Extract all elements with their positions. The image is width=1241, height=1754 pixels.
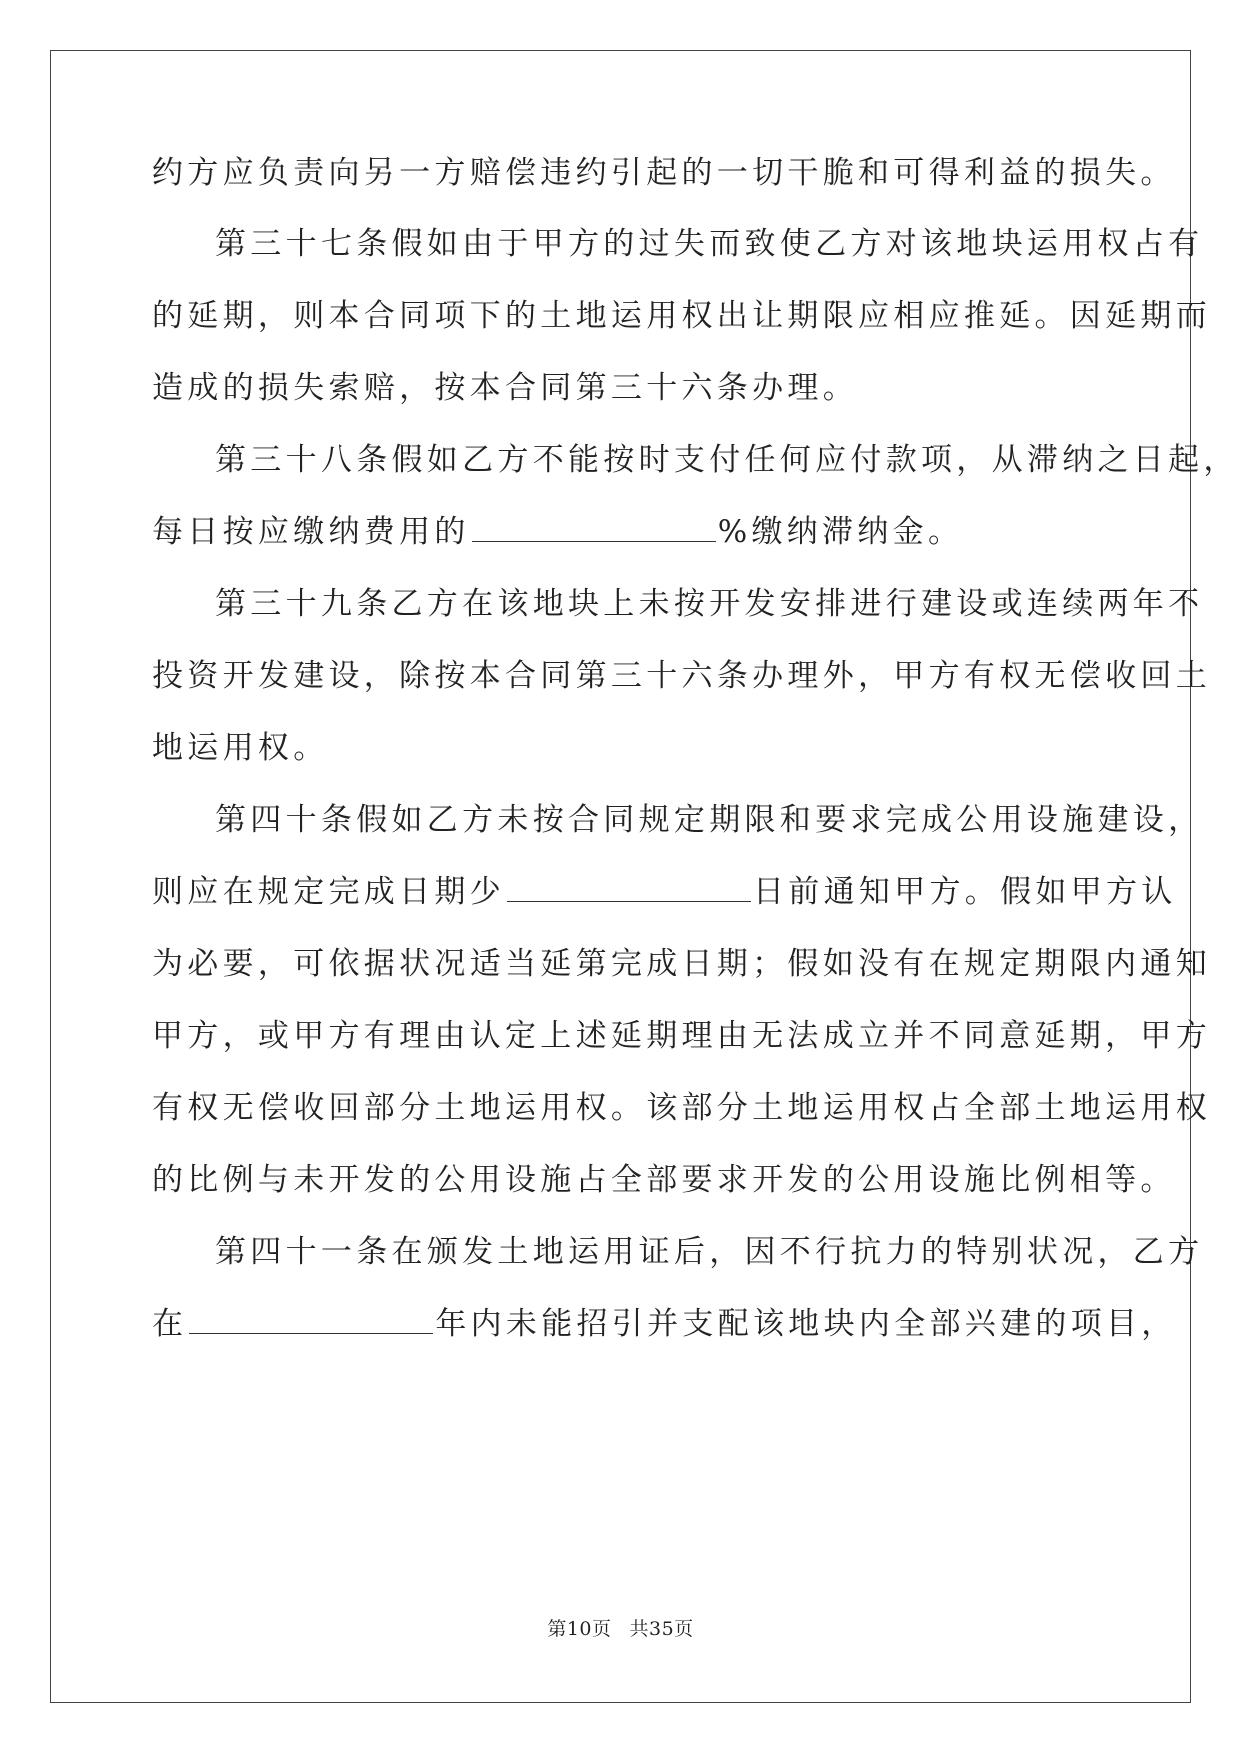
page-number-current: 第10页 (547, 1618, 612, 1640)
fill-in-blank (472, 519, 716, 542)
text-segment: 在 (152, 1306, 188, 1342)
text-line: 第三十九条乙方在该地块上未按开发安排进行建设或连续两年不 (215, 586, 1204, 622)
text-line: 造成的损失索赔，按本合同第三十六条办理。 (152, 370, 858, 406)
text-segment: %缴纳滞纳金。 (717, 514, 964, 550)
page-number-total: 共35页 (629, 1618, 694, 1640)
text-line: 第四十一条在颁发土地运用证后，因不行抗力的特别状况，乙方 (215, 1234, 1204, 1270)
text-line: 约方应负责向另一方赔偿违约引起的一切干脆和可得利益的损失。 (152, 155, 1176, 191)
text-segment: 则应在规定完成日期少 (152, 874, 505, 910)
text-line (152, 872, 1177, 912)
text-line: 投资开发建设，除按本合同第三十六条办理外，甲方有权无偿收回土 (152, 658, 1211, 694)
text-line: 第三十八条假如乙方不能按时支付任何应付款项，从滞纳之日起， (215, 442, 1239, 478)
text-line (152, 1304, 1177, 1344)
fill-in-blank (189, 1311, 433, 1334)
text-line: 地运用权。 (152, 730, 329, 766)
page-footer (0, 1614, 1241, 1641)
text-line: 的延期，则本合同项下的土地运用权出让期限应相应推延。因延期而 (152, 298, 1211, 334)
text-segment: 每日按应缴纳费用的 (152, 514, 470, 550)
text-line (152, 512, 963, 552)
text-line: 为必要，可依据状况适当延第完成日期；假如没有在规定期限内通知 (152, 946, 1211, 982)
text-line: 甲方，或甲方有理由认定上述延期理由无法成立并不同意延期，甲方 (152, 1018, 1211, 1054)
text-line: 第四十条假如乙方未按合同规定期限和要求完成公用设施建设， (215, 802, 1204, 838)
text-segment: 年内未能招引并支配该地块内全部兴建的项目， (435, 1306, 1177, 1342)
text-segment: 日前通知甲方。假如甲方认 (753, 874, 1177, 910)
text-line: 第三十七条假如由于甲方的过失而致使乙方对该地块运用权占有 (215, 226, 1204, 262)
text-line: 有权无偿收回部分土地运用权。该部分土地运用权占全部土地运用权 (152, 1090, 1211, 1126)
text-line: 的比例与未开发的公用设施占全部要求开发的公用设施比例相等。 (152, 1162, 1176, 1198)
fill-in-blank (507, 879, 751, 902)
